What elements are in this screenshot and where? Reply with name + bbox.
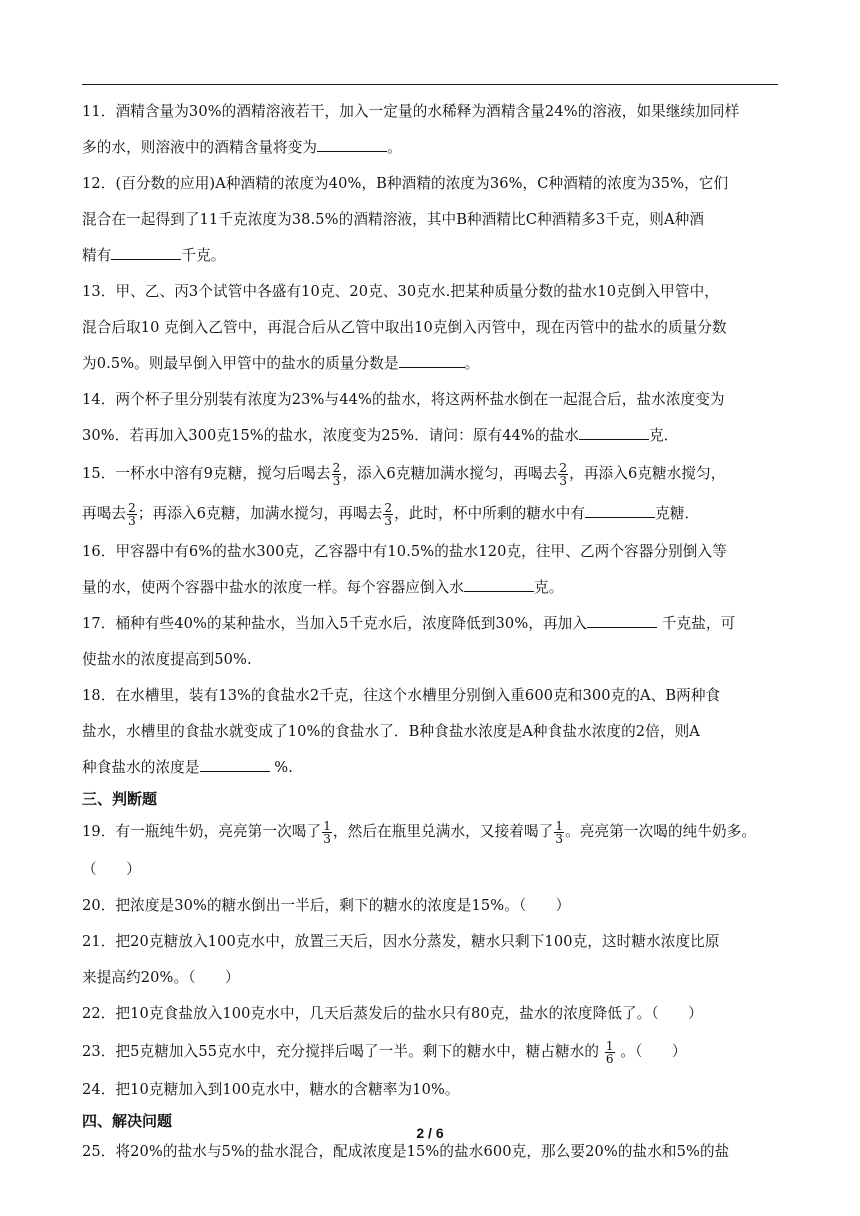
q17-end: 千克盐，可: [657, 615, 736, 632]
worksheet-content: [82, 94, 782, 1170]
q19-line-1: [82, 812, 782, 852]
q14-text: 30%．若再加入300克15%的盐水，浓度变为25%．请问：原有44%的盐水: [82, 427, 580, 444]
q14-line-1: 14．两个杯子里分别装有浓度为23%与44%的盐水，将这两杯盐水倒在一起混合后，盐水浓度变为: [82, 391, 725, 408]
section-heading-judge: 三、判断题: [82, 790, 158, 808]
q14-end: 克．: [649, 427, 679, 444]
q13-answer-blank[interactable]: [399, 353, 465, 368]
q18-line-2: 盐水，水槽里的食盐水就变成了10%的食盐水了．B种食盐水浓度是A种食盐水浓度的2倍，则A: [82, 723, 700, 740]
q18-line-3: [82, 750, 782, 786]
q25-line-1: 25．将20%的盐水与5%的盐水混合，配成浓度是15%的盐水600克，那么要20%的盐水和5%的盐: [82, 1143, 730, 1160]
q14-line-2: [82, 418, 782, 454]
fraction-two-thirds: $\frac{2}{3}$: [332, 460, 341, 488]
q16-end: 克。: [534, 579, 564, 596]
q21-line-2: 来提高约20%。（ ）: [82, 969, 240, 986]
q17-text: 17．桶种有些40%的某种盐水，当加入5千克水后，浓度降低到30%，再加入: [82, 615, 588, 632]
fraction-one-third: $\frac{1}{3}$: [555, 818, 564, 846]
q14-answer-blank[interactable]: [579, 425, 649, 440]
q19-text-a: 19．有一瓶纯牛奶，亮亮第一次喝了: [82, 823, 322, 840]
q19-text-c: 。亮亮第一次喝的纯牛奶多。: [565, 823, 757, 840]
q11-text: 多的水，则溶液中的酒精含量将变为: [82, 139, 318, 156]
q11-line-2: [82, 130, 782, 166]
q15-answer-blank[interactable]: [585, 503, 655, 518]
q16-text: 量的水，使两个容器中盐水的浓度一样。每个容器应倒入水: [82, 579, 465, 596]
q15-text-f: ，此时，杯中所剩的糖水中有: [394, 505, 586, 522]
q15-end: 克糖．: [655, 505, 700, 522]
q15-text-e: ；再添入6克糖，加满水搅匀，再喝去: [137, 505, 383, 522]
q15-line-1: [82, 454, 782, 494]
q13-text: 为0.5%。则最早倒入甲管中的盐水的质量分数是: [82, 355, 399, 372]
q15-line-2: [82, 494, 782, 534]
q18-answer-blank[interactable]: [200, 757, 270, 772]
q23-text-b: 。（ ）: [615, 1043, 687, 1060]
q18-end: %.: [269, 759, 294, 776]
q19-line-2[interactable]: （ ）: [82, 861, 141, 878]
q13-line-3: [82, 346, 782, 382]
q17-line-2: 使盐水的浓度提高到50%.: [82, 651, 252, 668]
q12-line-2: 混合在一起得到了11千克浓度为38.5%的酒精溶液，其中B种酒精比C种酒精多3千克，则A种酒: [82, 211, 705, 228]
q13-line-1: 13．甲、乙、丙3个试管中各盛有10克、20克、30克水.把某种质量分数的盐水10克倒入甲管中，: [82, 283, 719, 300]
q17-line-1: [82, 606, 782, 642]
q16-answer-blank[interactable]: [464, 577, 534, 592]
q23-text-a: 23．把5克糖加入55克水中，充分搅拌后喝了一半。剩下的糖水中，糖占糖水的: [82, 1043, 604, 1060]
header-rule: [82, 84, 778, 85]
page-number: 2 / 6: [416, 1125, 444, 1141]
fraction-two-thirds: $\frac{2}{3}$: [384, 500, 393, 528]
q12-line-1: 12．(百分数的应用)A种酒精的浓度为40%，B种酒精的浓度为36%，C种酒精的浓度为35%，它们: [82, 175, 729, 192]
q15-text-c: ，再添入6克糖水搅匀，: [569, 465, 726, 482]
q22-line-1: 22．把10克食盐放入100克水中，几天后蒸发后的盐水只有80克，盐水的浓度降低了。（ ）: [82, 1005, 703, 1022]
q24-line-1: 24．把10克糖加入到100克水中，糖水的含糖率为10%。: [82, 1081, 460, 1098]
q20-line-1: 20．把浓度是30%的糖水倒出一半后，剩下的糖水的浓度是15%。（ ）: [82, 897, 571, 914]
q23-line-1: [82, 1032, 782, 1072]
fraction-two-thirds: $\frac{2}{3}$: [559, 460, 568, 488]
q18-text: 种食盐水的浓度是: [82, 759, 200, 776]
section-heading-solve: 四、解决问题: [82, 1112, 173, 1130]
q13-line-2: 混合后取10 克倒入乙管中，再混合后从乙管中取出10克倒入丙管中，现在丙管中的盐水的质量分数: [82, 319, 727, 336]
fraction-one-third: $\frac{1}{3}$: [323, 818, 331, 846]
q12-end: 千克。: [181, 247, 226, 264]
q11-line-1: 11．酒精含量为30%的酒精溶液若干，加入一定量的水稀释为酒精含量24%的溶液，如果继续加同样: [82, 103, 740, 120]
q13-end: 。: [464, 355, 480, 372]
q16-line-2: [82, 570, 782, 606]
q11-answer-blank[interactable]: [317, 137, 387, 152]
q19-text-b: ，然后在瓶里兑满水，又接着喝了: [332, 823, 554, 840]
q11-end: 。: [387, 139, 402, 156]
q15-text-a: 15．一杯水中溶有9克糖，搅匀后喝去: [82, 465, 331, 482]
q18-line-1: 18．在水槽里，装有13%的食盐水2千克，往这个水槽里分别倒入重600克和300克的A、B两种食: [82, 687, 721, 704]
q21-line-1: 21．把20克糖放入100克水中，放置三天后，因水分蒸发，糖水只剩下100克，这时糖水浓度比原: [82, 933, 720, 950]
q15-text-d: 再喝去: [82, 505, 127, 522]
q12-answer-blank[interactable]: [111, 245, 181, 260]
q17-answer-blank[interactable]: [587, 613, 657, 628]
q12-text: 精有: [82, 247, 112, 264]
fraction-one-sixth: $\frac{1}{6}$: [605, 1038, 614, 1066]
q16-line-1: 16．甲容器中有6%的盐水300克，乙容器中有10.5%的盐水120克，往甲、乙两个容器分别倒入等: [82, 543, 727, 560]
q12-line-3: [82, 238, 782, 274]
q15-text-b: ，添入6克糖加满水搅匀，再喝去: [342, 465, 558, 482]
fraction-two-thirds: $\frac{2}{3}$: [128, 500, 136, 528]
